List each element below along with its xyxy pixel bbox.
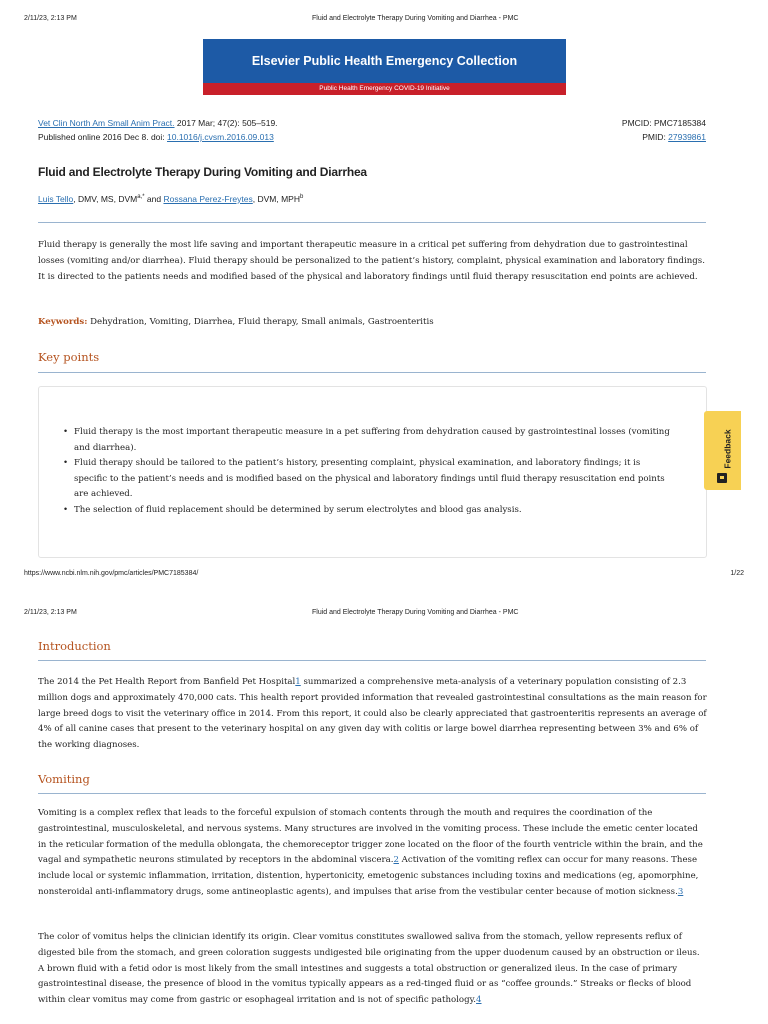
introduction-paragraph	[38, 675, 708, 754]
feedback-icon	[717, 473, 727, 483]
key-point-item: • The selection of fluid replacement should be determined by serum electrolytes and blood gas analysis.	[63, 503, 673, 519]
doi-link[interactable]: 10.1016/j.cvsm.2016.09.013	[167, 132, 274, 142]
reference-link[interactable]: 2	[393, 855, 399, 866]
divider	[38, 793, 706, 794]
author-degrees-tello: , DMV, MS, DVM	[73, 194, 138, 204]
key-points-box	[38, 386, 707, 558]
author-degrees-perez: , DVM, MPH	[252, 194, 300, 204]
citation-line	[38, 118, 278, 128]
author-and: and	[144, 194, 164, 204]
vomiting-paragraph-2	[38, 930, 708, 1009]
author-link-tello[interactable]: Luis Tello	[38, 194, 74, 204]
pmid-line	[642, 132, 706, 142]
published-line	[38, 132, 274, 142]
key-point-item: • Fluid therapy should be tailored to the patient’s history, presenting complaint, physical examination, and laboratory findings; it is specific to the patient’s needs and is modified based on the physical and laboratory findings until fluid therapy resuscitation end points are achieved.	[63, 456, 673, 503]
pmcid: PMCID: PMC7185384	[621, 118, 706, 128]
divider	[38, 372, 706, 373]
published-text: Published online 2016 Dec 8. doi:	[38, 132, 168, 142]
reference-link[interactable]: 3	[677, 886, 684, 897]
key-points-heading: Key points	[38, 350, 100, 364]
print-header-datetime: 2/11/23, 2:13 PM	[24, 15, 77, 22]
vomiting-text: Activation of the vomiting reflex can occur for many reasons. These include local or systemic inflammation, irritation, distention, hypertonicity, emetogenic substances including toxins and medications (eg, apomorphine, nonsteroidal anti-inflammatory drugs, some antineoplastic agents), and impulses that arise from the vestibular center because of motion sickness.	[38, 855, 699, 897]
introduction-heading: Introduction	[38, 639, 111, 653]
author-affil-perez[interactable]: b	[300, 194, 304, 201]
keywords-line	[38, 315, 708, 331]
article-title: Fluid and Electrolyte Therapy During Vomiting and Diarrhea	[38, 165, 367, 179]
vomiting-text: Vomiting is a complex reflex that leads to the forceful expulsion of stomach contents through the mouth and requires the coordination of the gastrointestinal, musculoskeletal, and nervous systems. Many structures are involved in the vomiting process. These include the emetic center located in the reticular formation of the medulla oblongata, the chemoreceptor trigger zone located on the floor of the fourth ventricle within the brain, and the vagal and sympathetic neurons stimulated by receptors in the abdominal viscera.	[38, 808, 703, 866]
abstract-text: Fluid therapy is generally the most life saving and important therapeutic measure in a critical pet suffering from dehydration due to gastrointestinal losses (vomiting and/or diarrhea). Fluid therapy should be personalized to the patient’s history, complaint, physical examination and laboratory findings. It is directed to the patients needs and modified based of the physical and laboratory findings until fluid therapy resuscitation end points are achieved.	[38, 240, 705, 282]
divider	[38, 660, 706, 661]
print-header-title: Fluid and Electrolyte Therapy During Vomiting and Diarrhea - PMC	[312, 609, 519, 616]
print-header-datetime: 2/11/23, 2:13 PM	[24, 609, 77, 616]
author-link-perez[interactable]: Rossana Perez-Freytes	[163, 194, 253, 204]
feedback-button[interactable]	[704, 411, 741, 490]
intro-text: The 2014 the Pet Health Report from Banfield Pet Hospital	[38, 677, 296, 687]
author-affil-tello[interactable]: a,*	[137, 194, 145, 201]
banner-title: Elsevier Public Health Emergency Collection	[251, 54, 518, 68]
keywords-label: Keywords:	[38, 317, 88, 327]
key-point-item: • Fluid therapy is the most important therapeutic measure in a pet suffering from dehydration caused by gastrointestinal losses (vomiting and diarrhea).	[63, 425, 673, 456]
reference-link[interactable]: 4	[476, 995, 482, 1006]
elsevier-banner[interactable]	[203, 39, 566, 95]
author-list	[38, 194, 303, 204]
print-footer-url: https://www.ncbi.nlm.nih.gov/pmc/articles/PMC7185384/	[24, 570, 199, 577]
vomiting-text: The color of vomitus helps the clinician identify its origin. Clear vomitus constitutes swallowed saliva from the stomach, yellow represents reflux of digested bile from the stomach, and green coloration suggests undigested bile originating from the upper duodenum caused by an obstruction or ileus. A brown fluid with a fetid odor is most likely from the small intestines and suggests a total obstruction or generalized ileus. In the case of primary gastrointestinal disease, the presence of blood in the vomitus typically appears as a red-tinged fluid or as “coffee grounds.” Streaks or flecks of blood within clear vomitus may come from gastric or esophageal irritation and is not of specific pathology.	[38, 932, 700, 1006]
pmid-label: PMID:	[642, 132, 669, 142]
key-points-list	[63, 425, 673, 518]
feedback-label: Feedback	[722, 429, 733, 469]
banner-subtitle: Public Health Emergency COVID-19 Initiative	[203, 83, 566, 95]
keywords-text: Dehydration, Vomiting, Diarrhea, Fluid therapy, Small animals, Gastroenteritis	[87, 317, 434, 327]
print-header-title: Fluid and Electrolyte Therapy During Vomiting and Diarrhea - PMC	[312, 15, 519, 22]
print-footer-page: 1/22	[730, 570, 744, 577]
reference-link[interactable]: 1	[295, 677, 301, 687]
intro-text: summarized a comprehensive meta-analysis of a veterinary population consisting of 2.3 million dogs and approximately 470,000 cats. This health report provided information that revealed gastrointestinal consultations as the main reason for large breed dogs to visit the veterinary office in 2014. From this report, it could also be clearly appreciated that gastroenteritis represents an average of 4% of all canine cases that present to the veterinary hospital on any given day with colitis or large bowel diarrhea representing between 3% and 6% of the working diagnoses.	[38, 677, 707, 751]
journal-details: 2017 Mar; 47(2): 505–519.	[174, 118, 278, 128]
divider	[38, 222, 706, 223]
vomiting-paragraph-1	[38, 806, 708, 901]
journal-link[interactable]: Vet Clin North Am Small Anim Pract.	[38, 118, 175, 128]
vomiting-heading: Vomiting	[38, 772, 90, 786]
pmid-link[interactable]: 27939861	[668, 132, 706, 142]
